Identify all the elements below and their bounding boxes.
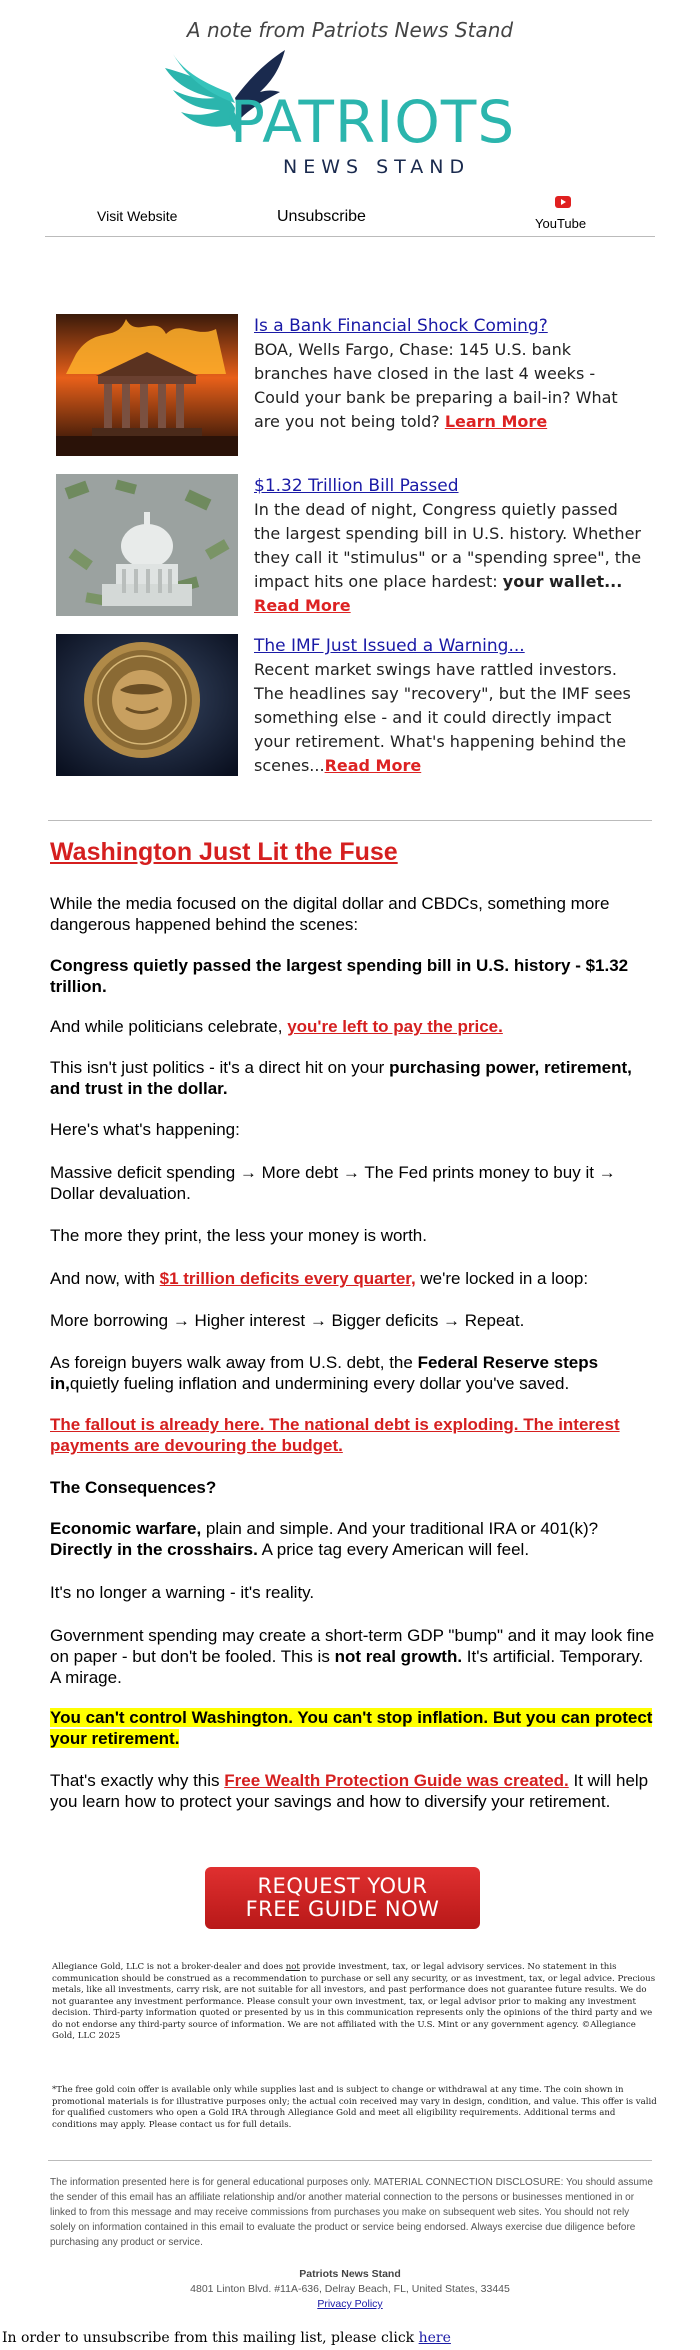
article-title-link[interactable]: The IMF Just Issued a Warning...	[254, 636, 525, 656]
logo-wordmark: PATRIOTS	[230, 88, 516, 156]
article-text	[254, 314, 644, 434]
paragraph	[50, 1268, 655, 1289]
highlight-paragraph	[50, 1707, 655, 1749]
paragraph-text: It's artificial. Temporary. A mirage.	[50, 1647, 644, 1687]
paragraph: Massive deficit spending → More debt → The Fed prints money to buy it → Dollar devaluation.	[50, 1163, 616, 1203]
imf-seal-image[interactable]	[56, 634, 238, 776]
disclaimer-part: Allegiance Gold, LLC is not a broker-dealer and does	[52, 1962, 286, 1972]
unsubscribe-here-link[interactable]: here	[418, 2330, 451, 2346]
paragraph-text: And now, with	[50, 1269, 160, 1288]
paragraph: More borrowing → Higher interest → Bigger deficits → Repeat.	[50, 1311, 525, 1330]
read-more-link[interactable]: Read More	[254, 596, 351, 615]
header-tagline: A note from Patriots News Stand	[186, 18, 514, 42]
privacy-policy-link[interactable]: Privacy Policy	[317, 2298, 383, 2310]
paragraph-text: As foreign buyers walk away from U.S. debt, the	[50, 1353, 418, 1372]
paragraph	[50, 1770, 655, 1812]
gold-offer-disclaimer: *The free gold coin offer is available only while supplies last and is subject to change or withdrawal at any time. The coin shown in promotional materials is for illustrative purposes only; the actual coin received may vary in design, condition, and value. This offer is valid for qualified customers who open a Gold IRA through Allegiance Gold and meet all eligibility requirements. Additional terms and conditions may apply. Please contact us for full details.	[52, 2085, 657, 2130]
paragraph-bold-text: purchasing power, retirement, and trust in the dollar.	[50, 1058, 632, 1098]
deficits-link[interactable]: $1 trillion deficits every quarter,	[159, 1269, 416, 1288]
paragraph-text: we're locked in a loop:	[415, 1269, 589, 1288]
article-body-bold: your wallet...	[502, 572, 623, 591]
visit-website-link[interactable]: Visit Website	[97, 208, 178, 224]
burning-bank-image[interactable]	[56, 314, 238, 456]
footer-company-name: Patriots News Stand	[299, 2268, 401, 2280]
paragraph-bold: The Consequences?	[50, 1478, 217, 1497]
article-text	[254, 634, 644, 778]
paragraph-text: It will help you learn how to protect your savings and how to diversify your retirement.	[50, 1771, 649, 1811]
paragraph-text: A price tag every American will feel.	[257, 1540, 530, 1559]
paragraph-text: That's exactly why this	[50, 1771, 225, 1790]
paragraph-text: plain and simple. And your traditional IRA or 401(k)?	[201, 1519, 599, 1538]
capitol-money-image[interactable]	[56, 474, 238, 616]
footer-divider	[48, 2160, 652, 2161]
article-title-link[interactable]: $1.32 Trillion Bill Passed	[254, 476, 459, 496]
read-more-link[interactable]: Read More	[324, 756, 422, 775]
footer-address: 4801 Linton Blvd. #11A-636, Delray Beach, FL, United States, 33445	[190, 2283, 510, 2295]
paragraph-bold-text: Economic warfare,	[50, 1519, 202, 1538]
fallout-link[interactable]: The fallout is already here. The national debt is exploding. The interest payments are devouring the budget.	[50, 1415, 620, 1455]
youtube-icon[interactable]	[555, 196, 571, 208]
request-guide-button[interactable]	[205, 1867, 480, 1929]
paragraph-bold-text: not real growth.	[334, 1647, 463, 1666]
paragraph: The more they print, the less your money is worth.	[50, 1226, 427, 1245]
paragraph-text: Government spending may create a short-term GDP "bump" and it may look fine on paper - but don't be fooled. This is	[50, 1626, 655, 1666]
paragraph-text: This isn't just politics - it's a direct hit on your	[50, 1058, 390, 1077]
material-disclosure: The information presented here is for general educational purposes only. MATERIAL CONNECTION DISCLOSURE: You should assume the sender of this email has an affiliate relationship and/or another material connection to the persons or businesses mentioned in or linked to from this message and may receive commissions from purchases you make on subsequent web sites. You should not rely solely on information contained in this email to evaluate the product or service being endorsed. Always exercise due diligence before purchasing any product or service.	[50, 2177, 653, 2248]
paragraph: It's no longer a warning - it's reality.	[50, 1583, 315, 1602]
youtube-link[interactable]: YouTube	[535, 216, 587, 231]
paragraph: Here's what's happening:	[50, 1120, 240, 1139]
section-divider	[48, 820, 652, 821]
disclaimer-part: provide investment, tax, or legal advisory services. No statement in this communication should be construed as a recommendation to purchase or sell any security, or as investment, tax, or legal advice. Precious metals, like all investments, carry risk, are not suitable for all investors, and past performance does not guarantee future results. We do not guarantee any investment performance. Please consult your own investment, tax, or legal advisor prior to making any investment decision. Third-party information quoted or presented by us in this communication represents only the opinions of the third party and we do not endorse any third-party source of information. We are not affiliated with the U.S. Mint or any government agency. ©Allegiance Gold, LLC 2025	[52, 1962, 656, 2041]
disclaimer-not: not	[285, 1962, 300, 1972]
paragraph	[50, 1057, 655, 1099]
main-headline-link[interactable]: Washington Just Lit the Fuse	[50, 838, 398, 866]
paragraph	[50, 1016, 655, 1037]
article-body: BOA, Wells Fargo, Chase: 145 U.S. bank branches have closed in the last 4 weeks - Could your bank be preparing a bail-in? What are you not being told?	[254, 340, 618, 431]
cta-line-1: REQUEST YOUR	[257, 1874, 428, 1898]
paragraph	[50, 1352, 655, 1394]
article-body: In the dead of night, Congress quietly passed the largest spending bill in U.S. history. Whether they call it "stimulus" or a "spending spree", the impact hits one place hardest:	[254, 500, 642, 591]
article-text	[254, 474, 644, 618]
learn-more-link[interactable]: Learn More	[444, 412, 548, 431]
unsubscribe-line	[2, 2330, 451, 2346]
paragraph-bold-text: Directly in the crosshairs.	[50, 1540, 258, 1559]
disclaimer-text	[52, 1962, 657, 2043]
paragraph-text: And while politicians celebrate,	[50, 1017, 288, 1036]
paragraph: While the media focused on the digital dollar and CBDCs, something more dangerous happened behind the scenes:	[50, 894, 610, 934]
article-body: Recent market swings have rattled investors. The headlines say "recovery", but the IMF sees something else - and it could directly impact your retirement. What's happening behind the scenes...	[254, 660, 631, 775]
unsubscribe-link[interactable]: Unsubscribe	[277, 208, 366, 225]
cta-line-2: FREE GUIDE NOW	[245, 1897, 440, 1921]
highlight-text: You can't control Washington. You can't stop inflation. But you can protect your retirement.	[50, 1708, 653, 1748]
paragraph-bold-text: Federal Reserve steps in,	[50, 1353, 599, 1393]
paragraph-bold: Congress quietly passed the largest spending bill in U.S. history - $1.32 trillion.	[50, 956, 629, 996]
article-title-link[interactable]: Is a Bank Financial Shock Coming?	[254, 316, 548, 336]
unsubscribe-text: In order to unsubscribe from this mailing list, please click	[2, 2330, 419, 2346]
paragraph	[50, 1625, 655, 1688]
paragraph-text: quietly fueling inflation and undermining every dollar you've saved.	[69, 1374, 570, 1393]
top-nav	[45, 196, 655, 237]
paragraph	[50, 1518, 655, 1560]
logo-subtitle: NEWS STAND	[283, 156, 471, 178]
guide-link[interactable]: Free Wealth Protection Guide was created.	[224, 1771, 569, 1790]
patriots-logo	[155, 48, 555, 183]
pay-price-link[interactable]: you're left to pay the price.	[287, 1017, 503, 1036]
